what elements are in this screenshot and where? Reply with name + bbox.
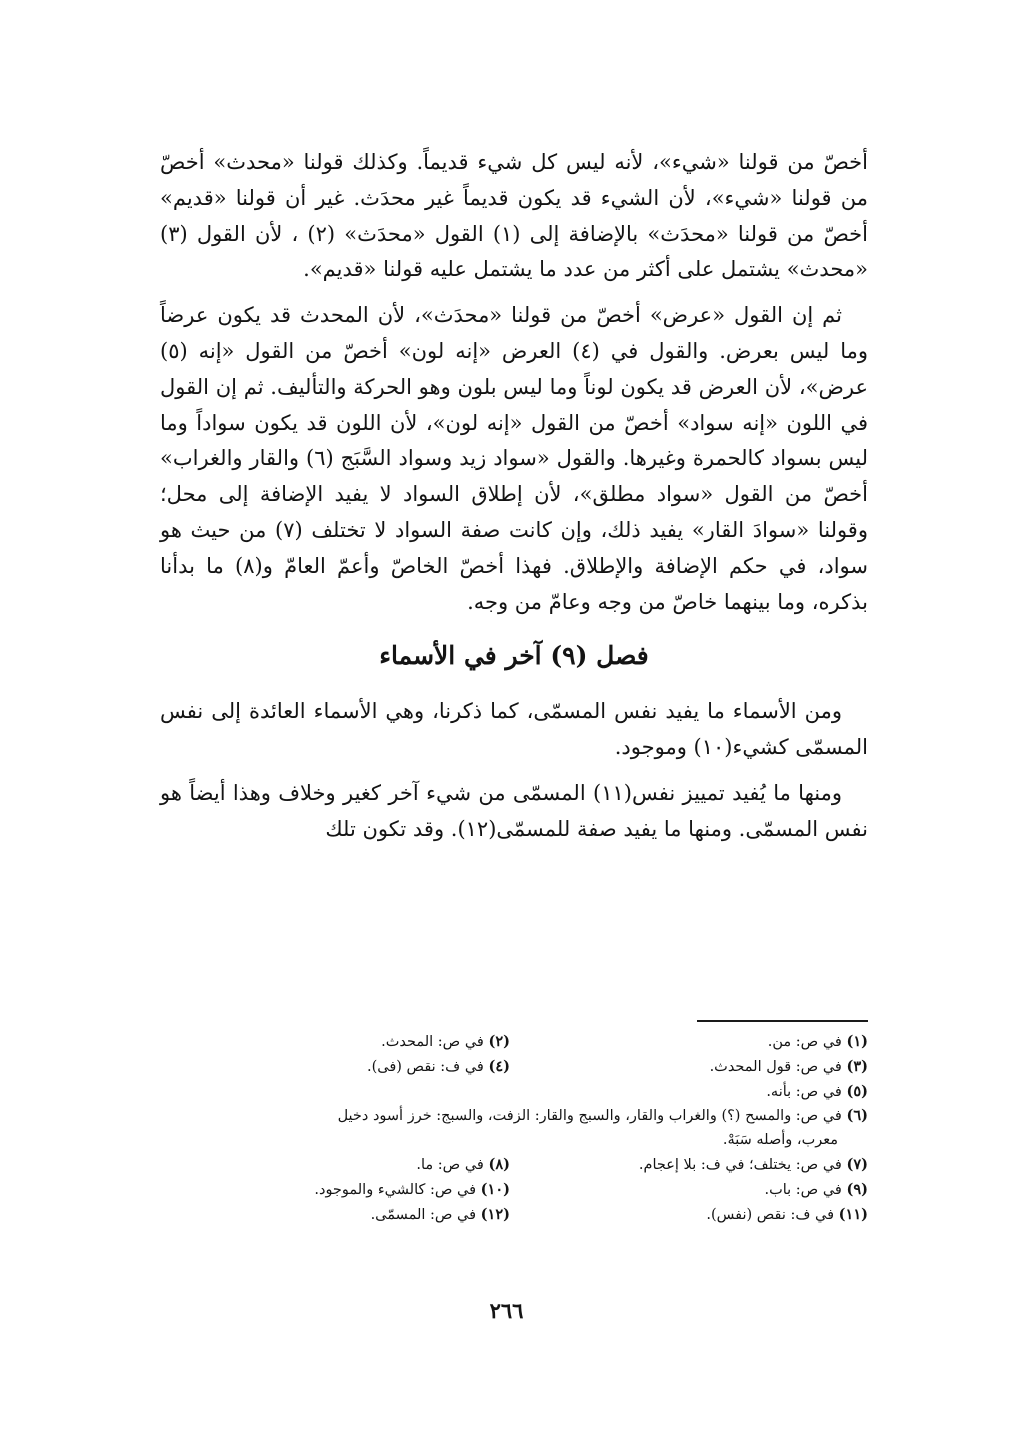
footnote-text: في ف: نقص (فى). [367, 1058, 484, 1075]
footnote-8 [160, 1153, 510, 1178]
footnote-text: في ص: بأنه. [766, 1083, 842, 1100]
footnote-number: (١٠) [480, 1180, 510, 1198]
footnote-row [160, 1030, 868, 1055]
footnote-text: في ص: كالشيء والموجود. [314, 1181, 477, 1198]
footnote-text: في ص: المحدث. [381, 1034, 484, 1050]
footnote-text: في ف: نقص (نفس). [706, 1206, 835, 1223]
paragraph-3: ومن الأسماء ما يفيد نفس المسمّى، كما ذكرنا، وهي الأسماء العائدة إلى نفس المسمّى كشيء(١٠) وموجود. [160, 699, 868, 759]
footnote-number: (١٢) [480, 1205, 510, 1223]
footnote-12 [160, 1203, 510, 1228]
footnote-text: في ص: والمسح (؟) والغراب والقار، والسبج والقار: الزفت، والسبج: خرز أسود دخيل [337, 1108, 842, 1125]
section-heading: فصل (٩) آخر في الأسماء [379, 641, 649, 671]
footnote-number: (١١) [838, 1205, 868, 1223]
footnote-11 [510, 1203, 868, 1228]
footnote-separator [697, 1020, 868, 1022]
footnote-3 [510, 1055, 868, 1080]
footnote-text: في ص: باب. [764, 1181, 842, 1198]
footnote-4 [160, 1055, 510, 1080]
paragraph-2: ثم إن القول «عرض» أخصّ من قولنا «محدَث»، لأن المحدث قد يكون عرضاً وما ليس بعرض. والقول في (٤) العرض «إنه لون» أخصّ من القول «إنه (٥) عرض»، لأن العرض قد يكون لوناً وما ليس بلون وهو الحركة والتأليف. ثم إن القول في اللون «إنه سواد» أخصّ من القول «إنه لون»، لأن اللون قد يكون سواداً وما ليس بسواد كالحمرة وغيرها. والقول «سواد زيد وسواد السَّبَج (٦) والقار والغراب» أخصّ من القول «سواد مطلق»، لأن إطلاق السواد لا يفيد الإضافة إلى محل؛ وقولنا «سوادَ القار» يفيد ذلك، وإن كانت صفة السواد لا تختلف (٧) من حيث هو سواد، في حكم الإضافة والإطلاق. فهذا أخصّ الخاصّ وأعمّ العامّ و(٨) ما بدأنا بذكره، وما بينهما خاصّ من وجه وعامّ من وجه. [160, 303, 869, 614]
footnote-number: (٧) [846, 1155, 868, 1173]
footnote-number: (٢) [488, 1033, 510, 1050]
footnote-text: في ص: يختلف؛ في ف: بلا إعجام. [638, 1156, 842, 1173]
footnote-row [160, 1080, 868, 1105]
footnote-9 [510, 1178, 868, 1203]
footnote-1 [510, 1030, 868, 1055]
footnote-row [160, 1153, 868, 1178]
footnote-10 [160, 1178, 510, 1203]
footnote-row [160, 1178, 868, 1203]
footnote-number: (٨) [488, 1155, 510, 1173]
footnote-text: في ص: المسمّى. [370, 1206, 477, 1223]
footnote-6 [160, 1104, 868, 1129]
footnote-5 [510, 1080, 868, 1105]
footnote-row [160, 1055, 868, 1080]
page-number: ٢٦٦ [489, 1298, 524, 1323]
footnote-7 [510, 1153, 868, 1178]
footnote-6-continued: معرب، وأصله سَبَهْ. [722, 1132, 838, 1149]
paragraph-1: أخصّ من قولنا «شيء»، لأنه ليس كل شيء قديماً. وكذلك قولنا «محدث» أخصّ من قولنا «شيء»، لأن الشيء قد يكون قديماً غير محدَث. غير أن قولنا «قديم» أخصّ من قولنا «محدَث» بالإضافة إلى (١) القول «محدَث» (٢) ، لأن القول (٣) «محدث» يشتمل على أكثر من عدد ما يشتمل عليه قولنا «قديم». [160, 150, 868, 282]
footnote-number: (٣) [846, 1057, 868, 1075]
footnote-row [160, 1203, 868, 1228]
footnote-number: (٥) [846, 1082, 868, 1100]
footnote-number: (٤) [488, 1057, 510, 1075]
footnote-text: في ص: ما. [416, 1156, 484, 1173]
footnote-2 [160, 1030, 510, 1055]
footnote-number: (٦) [846, 1107, 868, 1125]
footnotes [160, 1030, 868, 1227]
paragraph-4: ومنها ما يُفيد تمييز نفس(١١) المسمّى من شيء آخر كغير وخلاف وهذا أيضاً هو نفس المسمّى. ومنها ما يفيد صفة للمسمّى(١٢). وقد تكون تلك [160, 780, 868, 841]
footnote-number: (٩) [846, 1180, 868, 1198]
footnote-text: في ص: من. [767, 1034, 842, 1050]
footnote-number: (١) [846, 1033, 868, 1050]
footnote-text: في ص: قول المحدث. [709, 1058, 842, 1075]
main-text [160, 145, 868, 847]
